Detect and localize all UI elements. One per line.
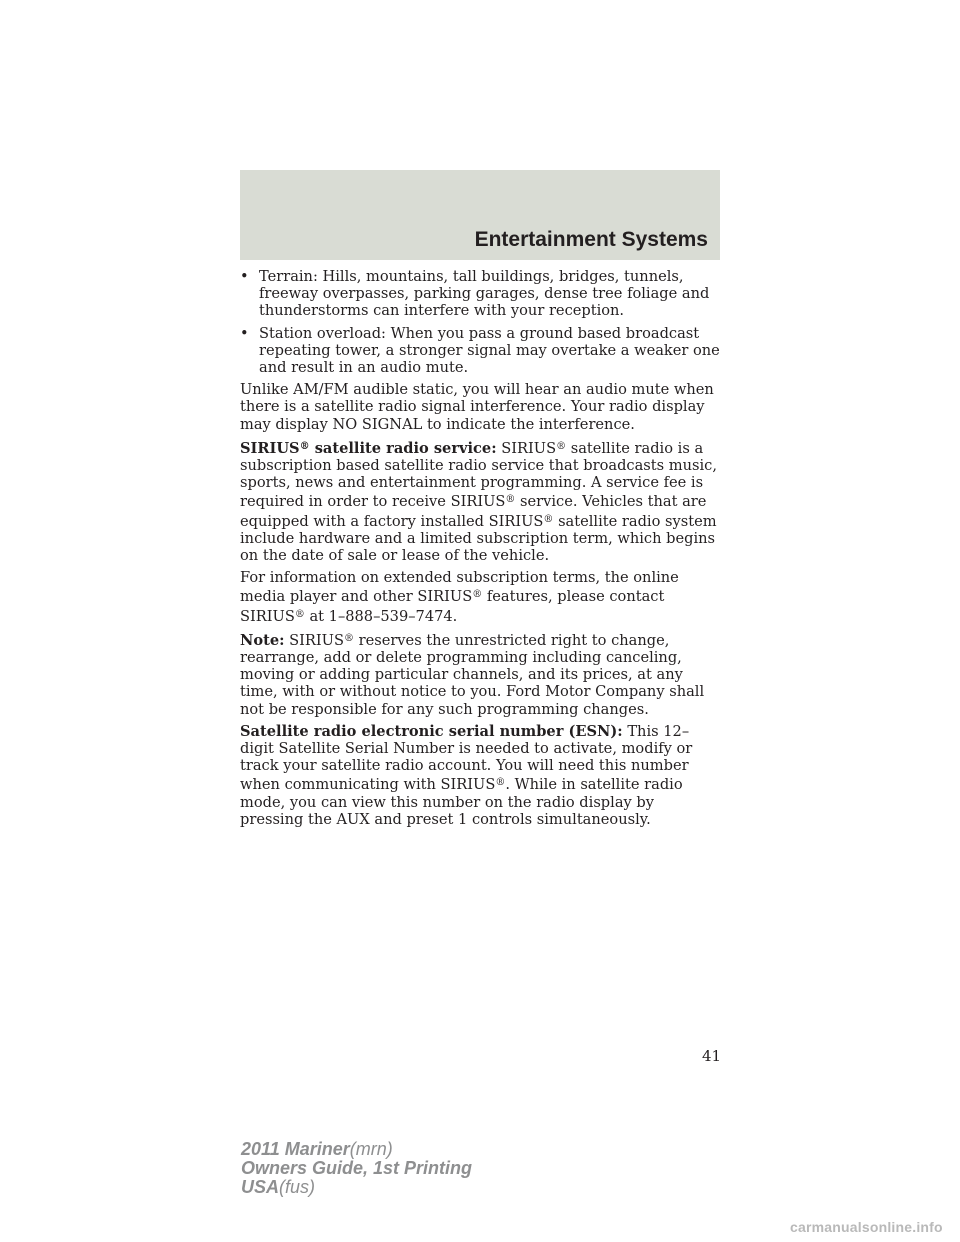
- esn-heading: Satellite radio electronic serial number (ESN):: [240, 722, 623, 740]
- page-body: [240, 268, 720, 833]
- bullet-icon: •: [240, 324, 249, 342]
- bullet-text: Station overload: When you pass a ground based broadcast repeating tower, a stronger signal may overtake a weaker one and result in an audio mute.: [259, 324, 720, 377]
- bullet-terrain: [240, 268, 720, 320]
- note-label: Note:: [240, 631, 285, 649]
- bullet-station-overload: [240, 325, 720, 377]
- bullet-icon: •: [240, 268, 249, 285]
- section-title: Entertainment Systems: [474, 228, 708, 251]
- print-footer: [241, 1140, 472, 1197]
- footer-guide-line: Owners Guide, 1st Printing: [241, 1158, 473, 1178]
- section-header-band: [240, 170, 720, 260]
- paragraph-note: Note: SIRIUS® reserves the unrestricted right to change, rearrange, add or delete programming including canceling, moving or adding particular channels, and its prices, at any time, with or without notice to you. Ford Motor Company shall not be responsible for any such programming changes.: [240, 631, 705, 718]
- paragraph-sirius-service: SIRIUS® satellite radio service: SIRIUS® satellite radio is a subscription based satellite radio service that broadcasts music, sports, news and entertainment programming. A service fee is required in order to receive SIRIUS® service. Vehicles that are equipped with a factory installed SIRIUS® satellite radio system include hardware and a limited subscription term, which begins on the date of sale or lease of the vehicle.: [240, 439, 717, 565]
- page-number: 41: [702, 1047, 722, 1065]
- site-watermark: carmanualsonline.info: [790, 1219, 943, 1235]
- footer-market-line: USA(fus): [241, 1177, 316, 1197]
- bullet-text: Terrain: Hills, mountains, tall buildings, bridges, tunnels, freeway overpasses, parking garages, dense tree foliage and thunderstorms can interfere with your reception.: [259, 268, 710, 320]
- paragraph-audio-mute: Unlike AM/FM audible static, you will hear an audio mute when there is a satellite radio signal interference. Your radio display may display NO SIGNAL to indicate the interference.: [240, 381, 714, 433]
- sirius-heading: SIRIUS® satellite radio service:: [240, 439, 497, 457]
- footer-model-line: 2011 Mariner(mrn): [241, 1139, 393, 1159]
- registered-mark: ®: [299, 440, 310, 452]
- paragraph-subscription-info: For information on extended subscription terms, the online media player and other SIRIUS® features, please contact SIRIUS® at 1–888–539–7474.: [240, 569, 679, 625]
- paragraph-esn: Satellite radio electronic serial number (ESN): This 12–digit Satellite Serial Number is needed to activate, modify or track your satellite radio account. You will need this number when communicating with SIRIUS®. While in satellite radio mode, you can view this number on the radio display by pressing the AUX and preset 1 controls simultaneously.: [240, 722, 693, 828]
